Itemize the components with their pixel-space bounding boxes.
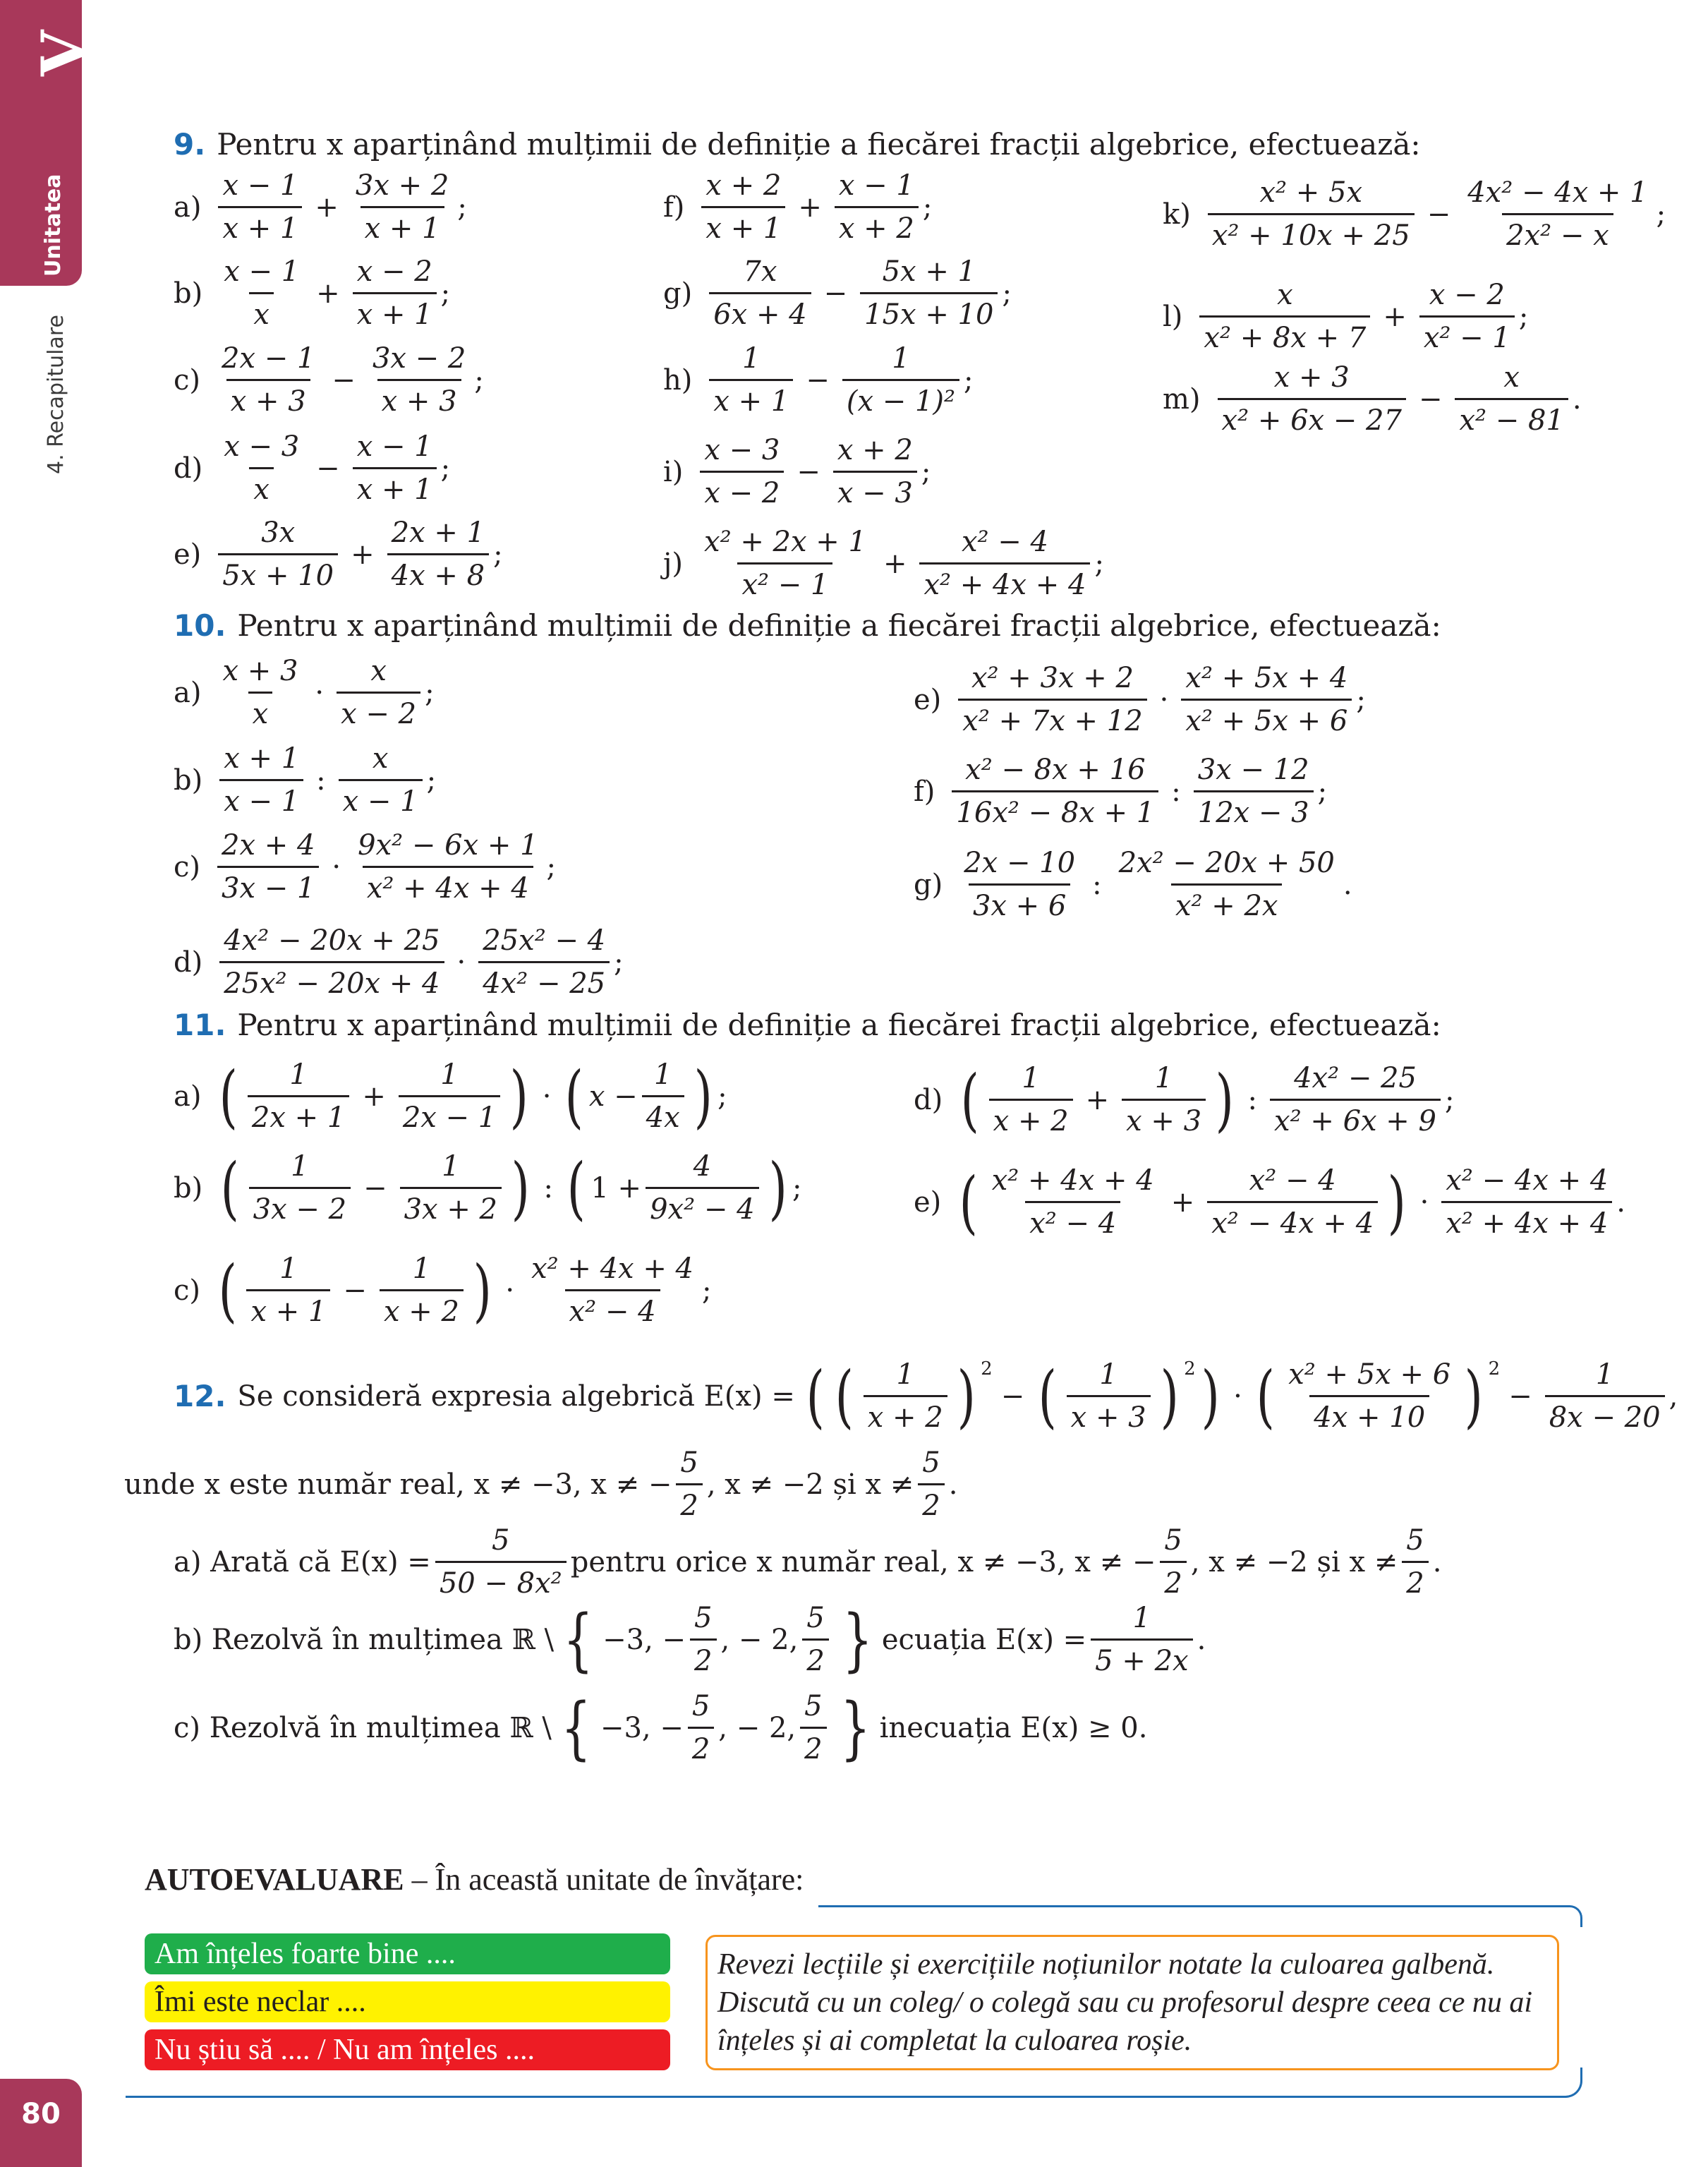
punctuation: ; [440, 277, 451, 310]
problem-9-heading [174, 127, 1421, 162]
problem-12-conditions [124, 1447, 957, 1522]
unit-letter: V [28, 30, 98, 76]
exercise-10a [174, 655, 435, 730]
fraction: $\frac{1}{x + 3}$ [1122, 1062, 1206, 1137]
exercise-label: g) [663, 277, 693, 310]
paren-right: ) [509, 1056, 529, 1136]
operator: + [351, 538, 375, 571]
exercise-11a [174, 1058, 727, 1134]
fraction: $\frac{x + 2}{x + 1}$ [701, 169, 785, 245]
problem-12c [174, 1688, 1148, 1768]
punctuation: ; [921, 455, 931, 488]
exercise-9j [663, 526, 1104, 601]
subpoint-text: inecuația E(x) ≥ 0. [879, 1711, 1148, 1744]
operator: · [456, 946, 466, 979]
fraction: $\frac{1}{3x - 2}$ [249, 1150, 351, 1226]
paren-left: ( [1038, 1356, 1058, 1436]
exercise-label: d) [914, 1083, 943, 1116]
exercise-11d [914, 1060, 1455, 1140]
exercise-label: f) [914, 775, 935, 808]
exercise-9l [1163, 279, 1528, 354]
fraction: $\frac{1}{x + 2}$ [864, 1358, 947, 1434]
punctuation: ; [440, 452, 451, 485]
exercise-label: g) [914, 868, 943, 901]
brace-right: } [842, 1600, 873, 1679]
fraction: $\frac{5}{2}$ [800, 1690, 826, 1765]
paren-right: ) [957, 1356, 976, 1436]
fraction: $\frac{2x - 10}{3x + 6}$ [964, 847, 1076, 922]
operator: : [1092, 868, 1102, 901]
fraction: $\frac{4}{\text{9x² − 4}}$ [646, 1150, 758, 1226]
operator: − [343, 1274, 367, 1307]
exponent: 2 [1184, 1358, 1196, 1380]
exercise-10e [914, 662, 1366, 737]
exercise-label: h) [663, 363, 693, 397]
problem-12-statement [174, 1358, 1678, 1434]
fraction: $\frac{2x + 1}{4x + 8}$ [387, 517, 489, 592]
punctuation: ; [425, 676, 435, 709]
punctuation: ; [964, 363, 974, 397]
punctuation: ; [426, 763, 437, 797]
operator: + [1085, 1083, 1110, 1116]
punctuation: . [1432, 1545, 1442, 1579]
exercise-10f [914, 754, 1327, 829]
fraction: $\frac{\text{4x² − 25}}{\text{x² + 6x + 9}}$ [1270, 1062, 1441, 1137]
exercise-10b [174, 742, 436, 818]
exercise-label: k) [1163, 198, 1191, 231]
set-element: , − 2, [720, 1623, 799, 1656]
punctuation: ; [1356, 683, 1366, 716]
fraction: $\frac{5}{\text{50 − 8x²}}$ [435, 1524, 567, 1600]
fraction: $\frac{x}{\text{x² + 8x + 7}}$ [1199, 279, 1370, 354]
operator: − [1418, 382, 1443, 416]
fraction: $\frac{x - 1}{x + 1}$ [218, 169, 302, 245]
fraction: $\frac{\text{x² + 5x + 4}}{\text{x² + 5x + 6}}$ [1181, 662, 1352, 737]
exercise-9g [663, 255, 1012, 331]
exercise-label: i) [663, 455, 684, 488]
fraction: $\frac{1}{3x + 2}$ [400, 1150, 502, 1226]
fraction: $\frac{1}{x + 2}$ [380, 1252, 464, 1328]
operator: + [315, 191, 339, 224]
operator: + [883, 547, 907, 580]
term: x − [588, 1080, 638, 1113]
punctuation: . [948, 1468, 958, 1501]
exercise-9f [663, 169, 932, 245]
punctuation: ; [546, 850, 557, 883]
exercise-label: e) [914, 1185, 942, 1219]
unit-tab [0, 0, 98, 286]
paren-right: ) [1201, 1356, 1220, 1436]
punctuation: . [1197, 1623, 1206, 1656]
paren-right: ) [768, 1148, 787, 1228]
exercise-label: c) [174, 850, 201, 883]
operator: − [363, 1171, 387, 1205]
operator: − [332, 363, 356, 397]
paren-right: ) [1215, 1060, 1234, 1140]
operator: : [1171, 775, 1181, 808]
condition-text: , x ≠ −2 și x ≠ [706, 1468, 914, 1501]
fraction: $\frac{5x + 1}{15x + 10}$ [860, 255, 998, 331]
fraction: $\frac{x}{x - 2}$ [337, 655, 420, 730]
operator: − [823, 277, 848, 310]
punctuation: ; [922, 191, 933, 224]
condition-text: unde x este număr real, x ≠ −3, x ≠ − [124, 1468, 672, 1501]
fraction: $\frac{x - 2}{x + 1}$ [353, 255, 437, 331]
understood-bar: Am înțeles foarte bine .... [145, 1933, 670, 1974]
fraction: $\frac{3x + 2}{x + 1}$ [355, 169, 449, 245]
exercise-label: a) [174, 676, 202, 709]
subpoint-text: a) Arată că E(x) = [174, 1545, 431, 1579]
exercise-label: a) [174, 191, 202, 224]
fraction: $\frac{\text{x² − 4}}{\text{x² + 4x + 4}}$ [919, 526, 1090, 601]
paren-left: ( [806, 1356, 825, 1436]
problem-text: Se consideră expresia algebrică E(x) = [237, 1380, 795, 1413]
fraction: $\frac{x - 2}{\text{x² − 1}}$ [1419, 279, 1515, 354]
fraction: $\frac{x}{x - 1}$ [339, 742, 423, 818]
chapter-topic: 4. Recapitulare [44, 315, 68, 474]
operator: + [316, 277, 340, 310]
exercise-9d [174, 430, 450, 506]
fraction: $\frac{x}{\text{x² − 81}}$ [1455, 361, 1568, 437]
fraction: $\frac{\text{x² + 3x + 2}}{\text{x² + 7x + 12}}$ [958, 662, 1146, 737]
fraction: $\frac{1}{8x - 20}$ [1545, 1358, 1665, 1434]
set-element: −3, − [600, 1711, 684, 1744]
exercise-10g [914, 847, 1352, 922]
fraction: $\frac{1}{x + 3}$ [1067, 1358, 1151, 1434]
operator: − [1508, 1380, 1532, 1413]
operator: · [1159, 683, 1169, 716]
exercise-label: b) [174, 277, 203, 310]
exponent: 2 [981, 1358, 993, 1380]
fraction: $\frac{1}{x + 1}$ [709, 342, 793, 418]
fraction: $\frac{2x + 4}{3x - 1}$ [217, 829, 319, 905]
exercise-9a [174, 169, 467, 245]
subpoint-text: b) Rezolvă în mulțimea ℝ \ [174, 1623, 555, 1656]
operator: − [1000, 1380, 1025, 1413]
exercise-label: m) [1163, 382, 1201, 416]
fraction: $\frac{\text{2x² − 20x + 50}}{\text{x² + 2x}}$ [1118, 847, 1335, 922]
exercise-label: e) [914, 683, 942, 716]
fraction: $\frac{\text{x² − 4}}{\text{x² − 4x + 4}}$ [1207, 1164, 1378, 1240]
frame-line-top [818, 1905, 1582, 1927]
fraction: $\frac{1}{\text{(x − 1)²}}$ [842, 342, 959, 418]
operator: + [362, 1080, 386, 1113]
problem-text: Pentru x aparținând mulțimii de definiție a fiecărei fracții algebrice, efectuează: [237, 608, 1441, 643]
fraction: $\frac{1}{2x - 1}$ [399, 1058, 500, 1134]
autoevaluare-note: Revezi lecțiile și exercițiile noțiunilor notate la culoarea galbenă. Discută cu un coleg/ o colegă sau cu profesorul despre ceea ce nu ai înțeles și ai completat la culoarea roșie. [705, 1935, 1559, 2070]
set-element: , − 2, [718, 1711, 797, 1744]
fraction: $\frac{\text{x² − 8x + 16}}{\text{16x² − 8x + 1}}$ [952, 754, 1158, 829]
operator: + [1170, 1185, 1195, 1219]
exercise-label: c) [174, 1274, 201, 1307]
fraction: $\frac{x - 3}{x - 2}$ [700, 434, 784, 509]
subpoint-text: pentru orice x număr real, x ≠ −3, x ≠ − [570, 1545, 1156, 1579]
fraction: $\frac{5}{2}$ [918, 1447, 944, 1522]
paren-left: ( [219, 1056, 238, 1136]
not-understood-bar: Nu știu să .... / Nu am înțeles .... [145, 2029, 670, 2070]
paren-left: ( [1256, 1356, 1275, 1436]
paren-right: ) [1160, 1356, 1179, 1436]
operator: : [1247, 1083, 1258, 1116]
set-element: −3, − [602, 1623, 686, 1656]
punctuation: ; [792, 1171, 802, 1205]
punctuation: ; [457, 191, 467, 224]
paren-left: ( [835, 1356, 854, 1436]
operator: − [1427, 198, 1451, 231]
operator: + [798, 191, 822, 224]
exponent: 2 [1488, 1358, 1501, 1380]
fraction: $\frac{2x - 1}{x + 3}$ [222, 342, 315, 418]
fraction: $\frac{5}{2}$ [676, 1447, 702, 1522]
unit-word: Unitatea [41, 174, 66, 277]
problem-number: 9. [174, 127, 206, 162]
paren-right: ) [511, 1148, 530, 1228]
fraction: $\frac{3x}{5x + 10}$ [218, 517, 338, 592]
problem-number: 11. [174, 1008, 226, 1042]
operator: : [543, 1171, 553, 1205]
fraction: $\frac{5}{2}$ [688, 1690, 714, 1765]
paren-right: ) [1464, 1356, 1484, 1436]
punctuation: ; [1656, 198, 1666, 231]
frame-line-bottom [126, 2068, 1582, 2098]
exercise-9k [1163, 176, 1666, 252]
punctuation: ; [1444, 1083, 1455, 1116]
operator: · [1233, 1380, 1242, 1413]
operator: + [1383, 300, 1407, 333]
punctuation: ; [1002, 277, 1012, 310]
punctuation: . [1572, 382, 1582, 416]
subpoint-text: , x ≠ −2 și x ≠ [1190, 1545, 1398, 1579]
autoevaluare-title-bold: AUTOEVALUARE [145, 1862, 404, 1897]
fraction: $\frac{\text{x² + 5x}}{\text{x² + 10x + 25}}$ [1208, 176, 1415, 252]
fraction: $\frac{x - 1}{x + 1}$ [353, 430, 437, 506]
punctuation: ; [1518, 300, 1529, 333]
exercise-label: e) [174, 538, 202, 571]
punctuation: , [1668, 1380, 1678, 1413]
punctuation: ; [493, 538, 503, 571]
punctuation: ; [717, 1080, 727, 1113]
operator: · [332, 850, 341, 883]
fraction: $\frac{5}{2}$ [1160, 1524, 1186, 1600]
brace-left: { [563, 1600, 593, 1679]
paren-right: ) [473, 1250, 492, 1330]
problem-11-heading [174, 1008, 1441, 1042]
paren-left: ( [959, 1162, 979, 1242]
autoevaluare-title [145, 1861, 804, 1897]
punctuation: ; [1094, 547, 1104, 580]
fraction: $\frac{1}{x + 1}$ [246, 1252, 330, 1328]
operator: − [797, 455, 820, 488]
fraction: $\frac{5}{2}$ [802, 1602, 828, 1677]
exercise-10d [174, 924, 624, 1000]
fraction: $\frac{x + 2}{x - 3}$ [833, 434, 917, 509]
problem-number: 10. [174, 608, 226, 643]
punctuation: . [1343, 868, 1352, 901]
exercise-label: b) [174, 1171, 203, 1205]
fraction: $\frac{3x - 2}{x + 3}$ [372, 342, 466, 418]
exercise-label: b) [174, 763, 203, 797]
fraction: $\frac{x - 1}{x + 2}$ [835, 169, 919, 245]
punctuation: ; [614, 946, 624, 979]
problem-12b [174, 1602, 1206, 1677]
problem-text: Pentru x aparținând mulțimii de definiție a fiecărei fracții algebrice, efectuează: [217, 127, 1421, 162]
exercise-label: c) [174, 363, 201, 397]
fraction: $\frac{\text{x² + 5x + 6}}{4x + 10}$ [1288, 1358, 1451, 1434]
exercise-9h [663, 342, 974, 418]
paren-right: ) [694, 1056, 713, 1136]
problem-10-heading [174, 608, 1441, 643]
fraction: $\frac{1}{2x + 1}$ [248, 1058, 349, 1134]
fraction: $\frac{x + 3}{\text{x² + 6x − 27}}$ [1218, 361, 1406, 437]
exercise-label: l) [1163, 300, 1183, 333]
fraction: $\frac{\text{4x² − 4x + 1}}{\text{2x² − x}}$ [1467, 176, 1648, 252]
term: 1 + [590, 1171, 642, 1205]
punctuation: ; [474, 363, 484, 397]
fraction: $\frac{\text{9x² − 6x + 1}}{\text{x² + 4x + 4}}$ [358, 829, 538, 905]
fraction: $\frac{1}{4x}$ [642, 1058, 684, 1134]
fraction: $\frac{3x - 12}{12x - 3}$ [1194, 754, 1314, 829]
page-number: 80 [0, 2079, 82, 2167]
punctuation: . [1616, 1185, 1625, 1219]
punctuation: ; [702, 1274, 712, 1307]
fraction: $\frac{1}{x + 2}$ [989, 1062, 1073, 1137]
paren-left: ( [960, 1060, 980, 1140]
brace-right: } [840, 1688, 871, 1768]
operator: · [1419, 1185, 1429, 1219]
exercise-11e [914, 1164, 1625, 1240]
paren-left: ( [565, 1056, 584, 1136]
autoevaluare-title-rest: – În această unitate de învățare: [404, 1862, 804, 1897]
exercise-label: d) [174, 946, 203, 979]
subpoint-text: ecuația E(x) = [881, 1623, 1087, 1656]
fraction: $\frac{\text{x² + 2x + 1}}{\text{x² − 1}}$ [704, 526, 866, 601]
operator: − [806, 363, 830, 397]
punctuation: ; [1317, 775, 1328, 808]
subpoint-text: c) Rezolvă în mulțimea ℝ \ [174, 1711, 552, 1744]
exercise-9i [663, 434, 931, 509]
fraction: $\frac{x - 1}{x}$ [224, 255, 300, 331]
paren-left: ( [567, 1148, 586, 1228]
fraction: $\frac{7x}{6x + 4}$ [709, 255, 811, 331]
fraction: $\frac{x + 1}{x - 1}$ [219, 742, 303, 818]
fraction: $\frac{\text{x² + 4x + 4}}{\text{x² − 4}}$ [991, 1164, 1154, 1240]
side-band [0, 0, 98, 2167]
exercise-label: d) [174, 452, 203, 485]
exercise-11c [174, 1252, 712, 1328]
paren-right: ) [1387, 1162, 1406, 1242]
fraction: $\frac{\text{4x² − 20x + 25}}{\text{25x² − 20x + 4}}$ [219, 924, 444, 1000]
exercise-10c [174, 829, 556, 905]
fraction: $\frac{x - 3}{x}$ [224, 430, 300, 506]
problem-text: Pentru x aparținând mulțimii de definiție a fiecărei fracții algebrice, efectuează: [237, 1008, 1441, 1042]
exercise-9e [174, 517, 503, 592]
exercise-label: a) [174, 1080, 202, 1113]
exercise-label: f) [663, 191, 685, 224]
operator: − [316, 452, 340, 485]
problem-12a [174, 1524, 1441, 1600]
fraction: $\frac{\text{x² − 4x + 4}}{\text{x² + 4x + 4}}$ [1441, 1164, 1612, 1240]
fraction: $\frac{\text{x² + 4x + 4}}{\text{x² − 4}}$ [531, 1252, 694, 1328]
operator: · [505, 1274, 515, 1307]
exercise-9b [174, 255, 450, 331]
fraction: $\frac{5}{2}$ [690, 1602, 716, 1677]
paren-left: ( [218, 1250, 237, 1330]
exercise-11b [174, 1150, 801, 1226]
operator: · [315, 676, 325, 709]
operator: : [316, 763, 326, 797]
fraction: $\frac{5}{2}$ [1402, 1524, 1428, 1600]
operator: · [542, 1080, 552, 1113]
paren-left: ( [220, 1148, 240, 1228]
fraction: $\frac{\text{25x² − 4}}{\text{4x² − 25}}$ [478, 924, 610, 1000]
exercise-label: j) [663, 547, 684, 580]
problem-number: 12. [174, 1379, 226, 1413]
brace-left: { [561, 1688, 591, 1768]
unclear-bar: Îmi este neclar .... [145, 1981, 670, 2022]
exercise-9c [174, 342, 484, 418]
fraction: $\frac{1}{5 + 2x}$ [1091, 1602, 1192, 1677]
fraction: $\frac{x + 3}{x}$ [222, 655, 298, 730]
exercise-9m [1163, 361, 1582, 437]
